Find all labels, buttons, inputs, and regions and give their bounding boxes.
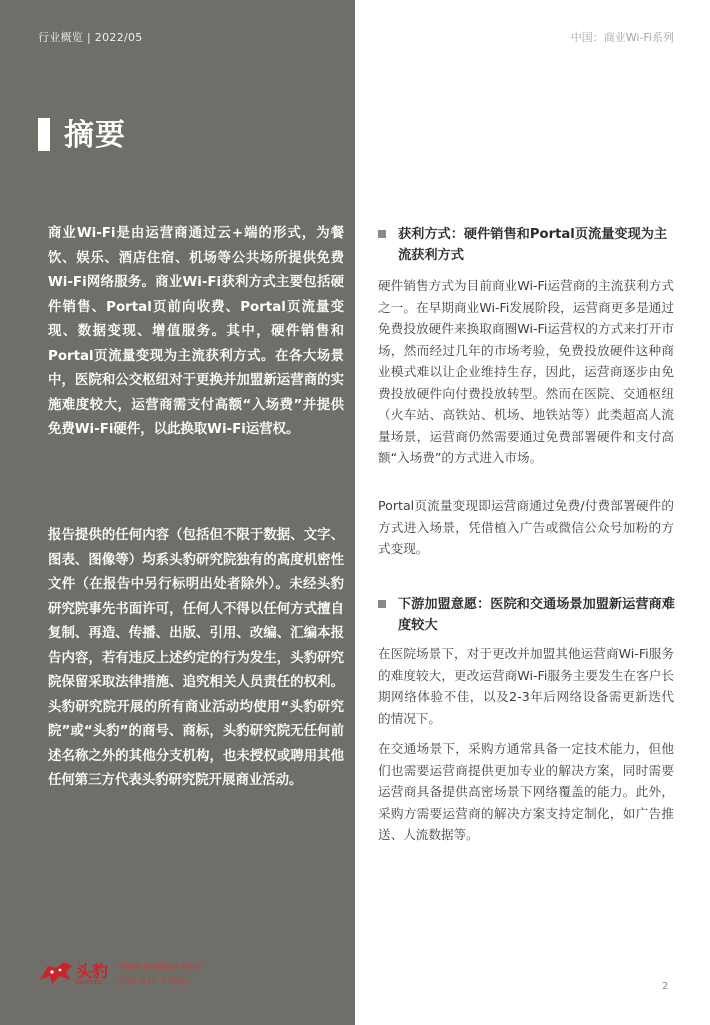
logo-brand-latin: LEADLEO <box>76 980 103 986</box>
leopard-logo-icon <box>38 958 74 988</box>
page-number: 2 <box>662 981 669 992</box>
section-heading-text: 获利方式：硬件销售和Portal页流量变现为主流获利方式 <box>398 227 668 263</box>
section-heading-text: 下游加盟意愿：医院和交通场景加盟新运营商难度较大 <box>398 597 675 633</box>
logo-phone: 400-072-5588 <box>118 976 186 987</box>
header-series-title: 中国：商业Wi-Fi系列 <box>570 31 674 44</box>
section-heading-profit <box>378 224 678 266</box>
page-title: 摘要 <box>64 118 126 153</box>
downstream-paragraph-hospital: 在医院场景下，对于更改并加盟其他运营商Wi-Fi服务的难度较大，更改运营商Wi-Fi服务主要发生在客户长期网络体验不佳，以及2-3年后网络设备需更新迭代的情况下。 <box>378 646 674 726</box>
square-bullet-icon <box>378 600 386 608</box>
header-category-date: 行业概览 | 2022/05 <box>38 31 143 44</box>
title-accent-bar <box>38 118 50 151</box>
logo-website: www.leadleo.com <box>118 961 202 972</box>
summary-paragraph: 商业Wi-Fi是由运营商通过云+端的形式，为餐饮、娱乐、酒店住宿、机场等公共场所提供免费Wi-Fi网络服务。商业Wi-Fi获利方式主要包括硬件销售、Portal页前向收费、Portal页流量变现、数据变现、增值服务。其中，硬件销售和Portal页流量变现为主流获利方式。在各大场景中，医院和公交枢纽对于更换并加盟新运营商的实施难度较大，运营商需支付高额“入场费”并提供免费Wi-Fi硬件，以此换取Wi-Fi运营权。 <box>48 226 344 437</box>
leadleo-logo <box>38 958 218 992</box>
section-heading-downstream <box>378 594 678 636</box>
profit-paragraph-hardware: 硬件销售方式为目前商业Wi-Fi运营商的主流获利方式之一。在早期商业Wi-Fi发展阶段，运营商更多是通过免费投放硬件来换取商圈Wi-Fi运营权的方式来打开市场，然而经过几年的市场考验，免费投放硬件这种商业模式难以让企业维持生存，因此，运营商逐步由免费投放硬件向付费投放转型。然而在医院、交通枢纽（火车站、高铁站、机场、地铁站等）此类超高人流量场景，运营商仍然需要通过免费部署硬件和支付高额“入场费”的方式进入市场。 <box>378 278 674 465</box>
disclaimer-paragraph: 报告提供的任何内容（包括但不限于数据、文字、图表、图像等）均系头豹研究院独有的高度机密性文件（在报告中另行标明出处者除外）。未经头豹研究院事先书面许可，任何人不得以任何方式擅自复制、再造、传播、出版、引用、改编、汇编本报告内容，若有违反上述约定的行为发生，头豹研究院保留采取法律措施、追究相关人员责任的权利。头豹研究院开展的所有商业活动均使用“头豹研究院”或“头豹”的商号、商标，头豹研究院无任何前述名称之外的其他分支机构，也未授权或聘用其他任何第三方代表头豹研究院开展商业活动。 <box>48 528 344 788</box>
square-bullet-icon <box>378 230 386 238</box>
logo-brand-name: 头豹 <box>76 962 109 981</box>
downstream-paragraph-transport: 在交通场景下，采购方通常具备一定技术能力，但他们也需要运营商提供更加专业的解决方案，同时需要运营商具备提供高密场景下网络覆盖的能力。此外，采购方需要运营商的解决方案支持定制化，如广告推送、人流数据等。 <box>378 741 674 842</box>
profit-paragraph-portal: Portal页流量变现即运营商通过免费/付费部署硬件的方式进入场景，凭借植入广告或微信公众号加粉的方式变现。 <box>378 498 674 556</box>
